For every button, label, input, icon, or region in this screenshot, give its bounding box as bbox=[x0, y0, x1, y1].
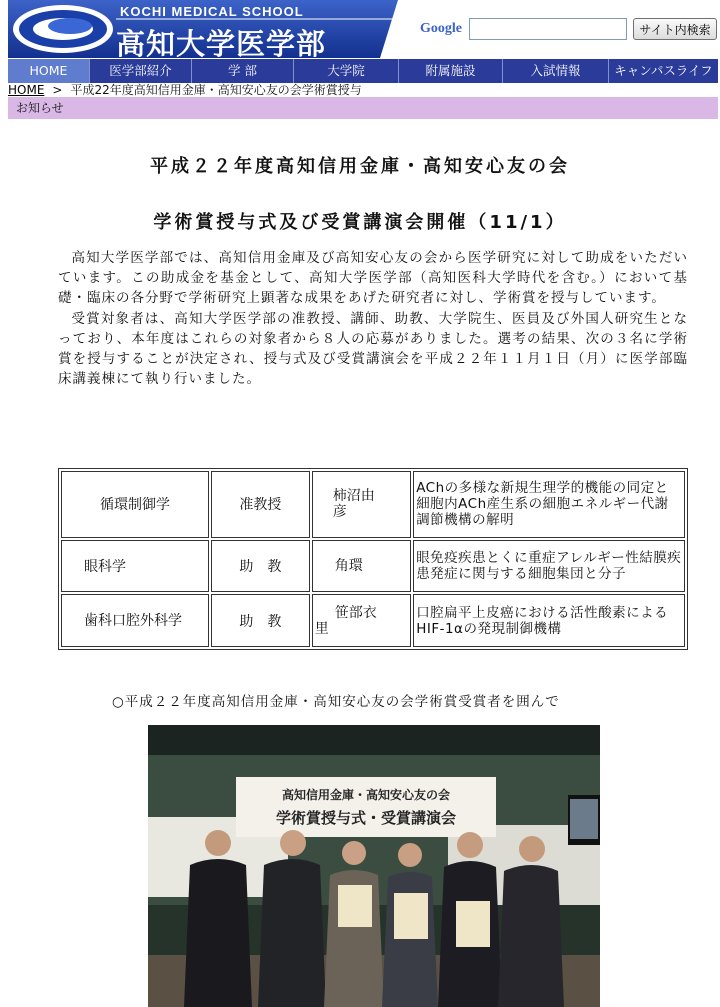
main-nav bbox=[8, 59, 718, 83]
nav-item-campus-life[interactable]: キャンパスライフ bbox=[614, 63, 713, 78]
google-label-text: Google bbox=[420, 21, 462, 36]
search-input[interactable] bbox=[469, 18, 627, 40]
site-search-button[interactable]: サイト内検索 bbox=[633, 18, 717, 40]
name-text: 角環 bbox=[334, 558, 363, 575]
ceremony-photo bbox=[148, 725, 600, 1007]
nav-item-facilities[interactable]: 附属施設 bbox=[399, 59, 503, 83]
page-title-line-2: 学術賞授与式及び受賞講演会開催（11/1） bbox=[153, 212, 567, 233]
article-paragraph: 高知大学医学部では、高知信用金庫及び高知安心友の会から医学研究に対して助成をいただいています。この助成金を基金として、高知大学医学部（高知医科大学時代を含む。）において基礎・臨床の各分野で学術研究上顕著な成果をあげた研究者に対し、学術賞を授与しています。 bbox=[58, 250, 688, 307]
article-paragraph: 受賞対象者は、高知大学医学部の准教授、講師、助教、大学院生、医員及び外国人研究生となっており、本年度はこれらの対象者から８人の応募がありました。選考の結果、次の３名に学術賞を授与することが決定され、授与式及び受賞講演会を平成２２年１１月１日（月）に医学部臨床講義棟にて執り行いました。 bbox=[58, 310, 688, 388]
breadcrumb-home-link[interactable]: HOME bbox=[8, 83, 45, 97]
ceremony-photo-image bbox=[148, 725, 600, 1007]
breadcrumb-current: 平成22年度高知信用金庫・高知安心友の会学術賞授与 bbox=[70, 83, 362, 97]
awardee-table bbox=[58, 468, 688, 650]
name-text: 柿沼由彦 bbox=[332, 488, 375, 521]
photo-caption: ○平成２２年度高知信用金庫・高知安心友の会学術賞受賞者を囲んで bbox=[112, 694, 560, 710]
awardee-department bbox=[61, 594, 209, 647]
table-row bbox=[61, 471, 685, 538]
department-text: 循環制御学 bbox=[99, 497, 170, 514]
awardee-topic: 口腔扁平上皮癌における活性酸素によるHIF-1αの発現制御機構 bbox=[413, 594, 685, 647]
table-row bbox=[61, 540, 685, 593]
department-text: 歯科口腔外科学 bbox=[84, 612, 182, 629]
site-logo[interactable] bbox=[8, 0, 398, 58]
awardee-department bbox=[61, 540, 209, 593]
awardee-topic: 眼免疫疾患とくに重症アレルギー性結膜疾患発症に関与する細胞集団と分子 bbox=[413, 540, 685, 593]
nav-item-admissions[interactable]: 入試情報 bbox=[503, 59, 609, 83]
position-text: 准教授 bbox=[239, 497, 282, 514]
awardee-name bbox=[312, 540, 411, 593]
page-title-line-1: 平成２２年度高知信用金庫・高知安心友の会 bbox=[150, 156, 570, 177]
awardee-topic: AChの多様な新規生理学的機能の同定と細胞内ACh産生系の細胞エネルギー代謝調節機構の解明 bbox=[413, 471, 685, 538]
article-body bbox=[58, 248, 688, 389]
awardee-name bbox=[312, 594, 411, 647]
site-header bbox=[0, 0, 720, 60]
breadcrumb bbox=[8, 83, 718, 97]
site-search bbox=[415, 16, 715, 42]
name-text: 笹部衣里 bbox=[314, 604, 377, 637]
logo-english-text: KOCHI MEDICAL SCHOOL bbox=[120, 4, 304, 19]
awardee-position bbox=[211, 540, 310, 593]
awardee-department bbox=[61, 471, 209, 538]
nav-item-about[interactable]: 医学部紹介 bbox=[90, 59, 192, 83]
position-text: 助 教 bbox=[239, 559, 282, 576]
google-logo bbox=[420, 21, 462, 37]
photo-banner-line-1: 高知信用金庫・高知安心友の会 bbox=[281, 788, 451, 802]
photo-banner-line-2: 学術賞授与式・受賞講演会 bbox=[275, 809, 457, 827]
breadcrumb-separator: > bbox=[52, 83, 63, 97]
awardee-name bbox=[312, 471, 411, 538]
nav-item-faculty[interactable]: 学 部 bbox=[192, 59, 294, 83]
position-text: 助 教 bbox=[239, 613, 282, 630]
section-header: お知らせ bbox=[8, 97, 718, 119]
nav-item-graduate[interactable]: 大学院 bbox=[294, 59, 399, 83]
awardee-position bbox=[211, 471, 310, 538]
department-text: 眼科学 bbox=[84, 559, 126, 576]
nav-item-home[interactable]: HOME bbox=[8, 59, 90, 83]
logo-japanese-text: 高知大学医学部 bbox=[116, 27, 327, 58]
table-row bbox=[61, 594, 685, 647]
awardee-position bbox=[211, 594, 310, 647]
